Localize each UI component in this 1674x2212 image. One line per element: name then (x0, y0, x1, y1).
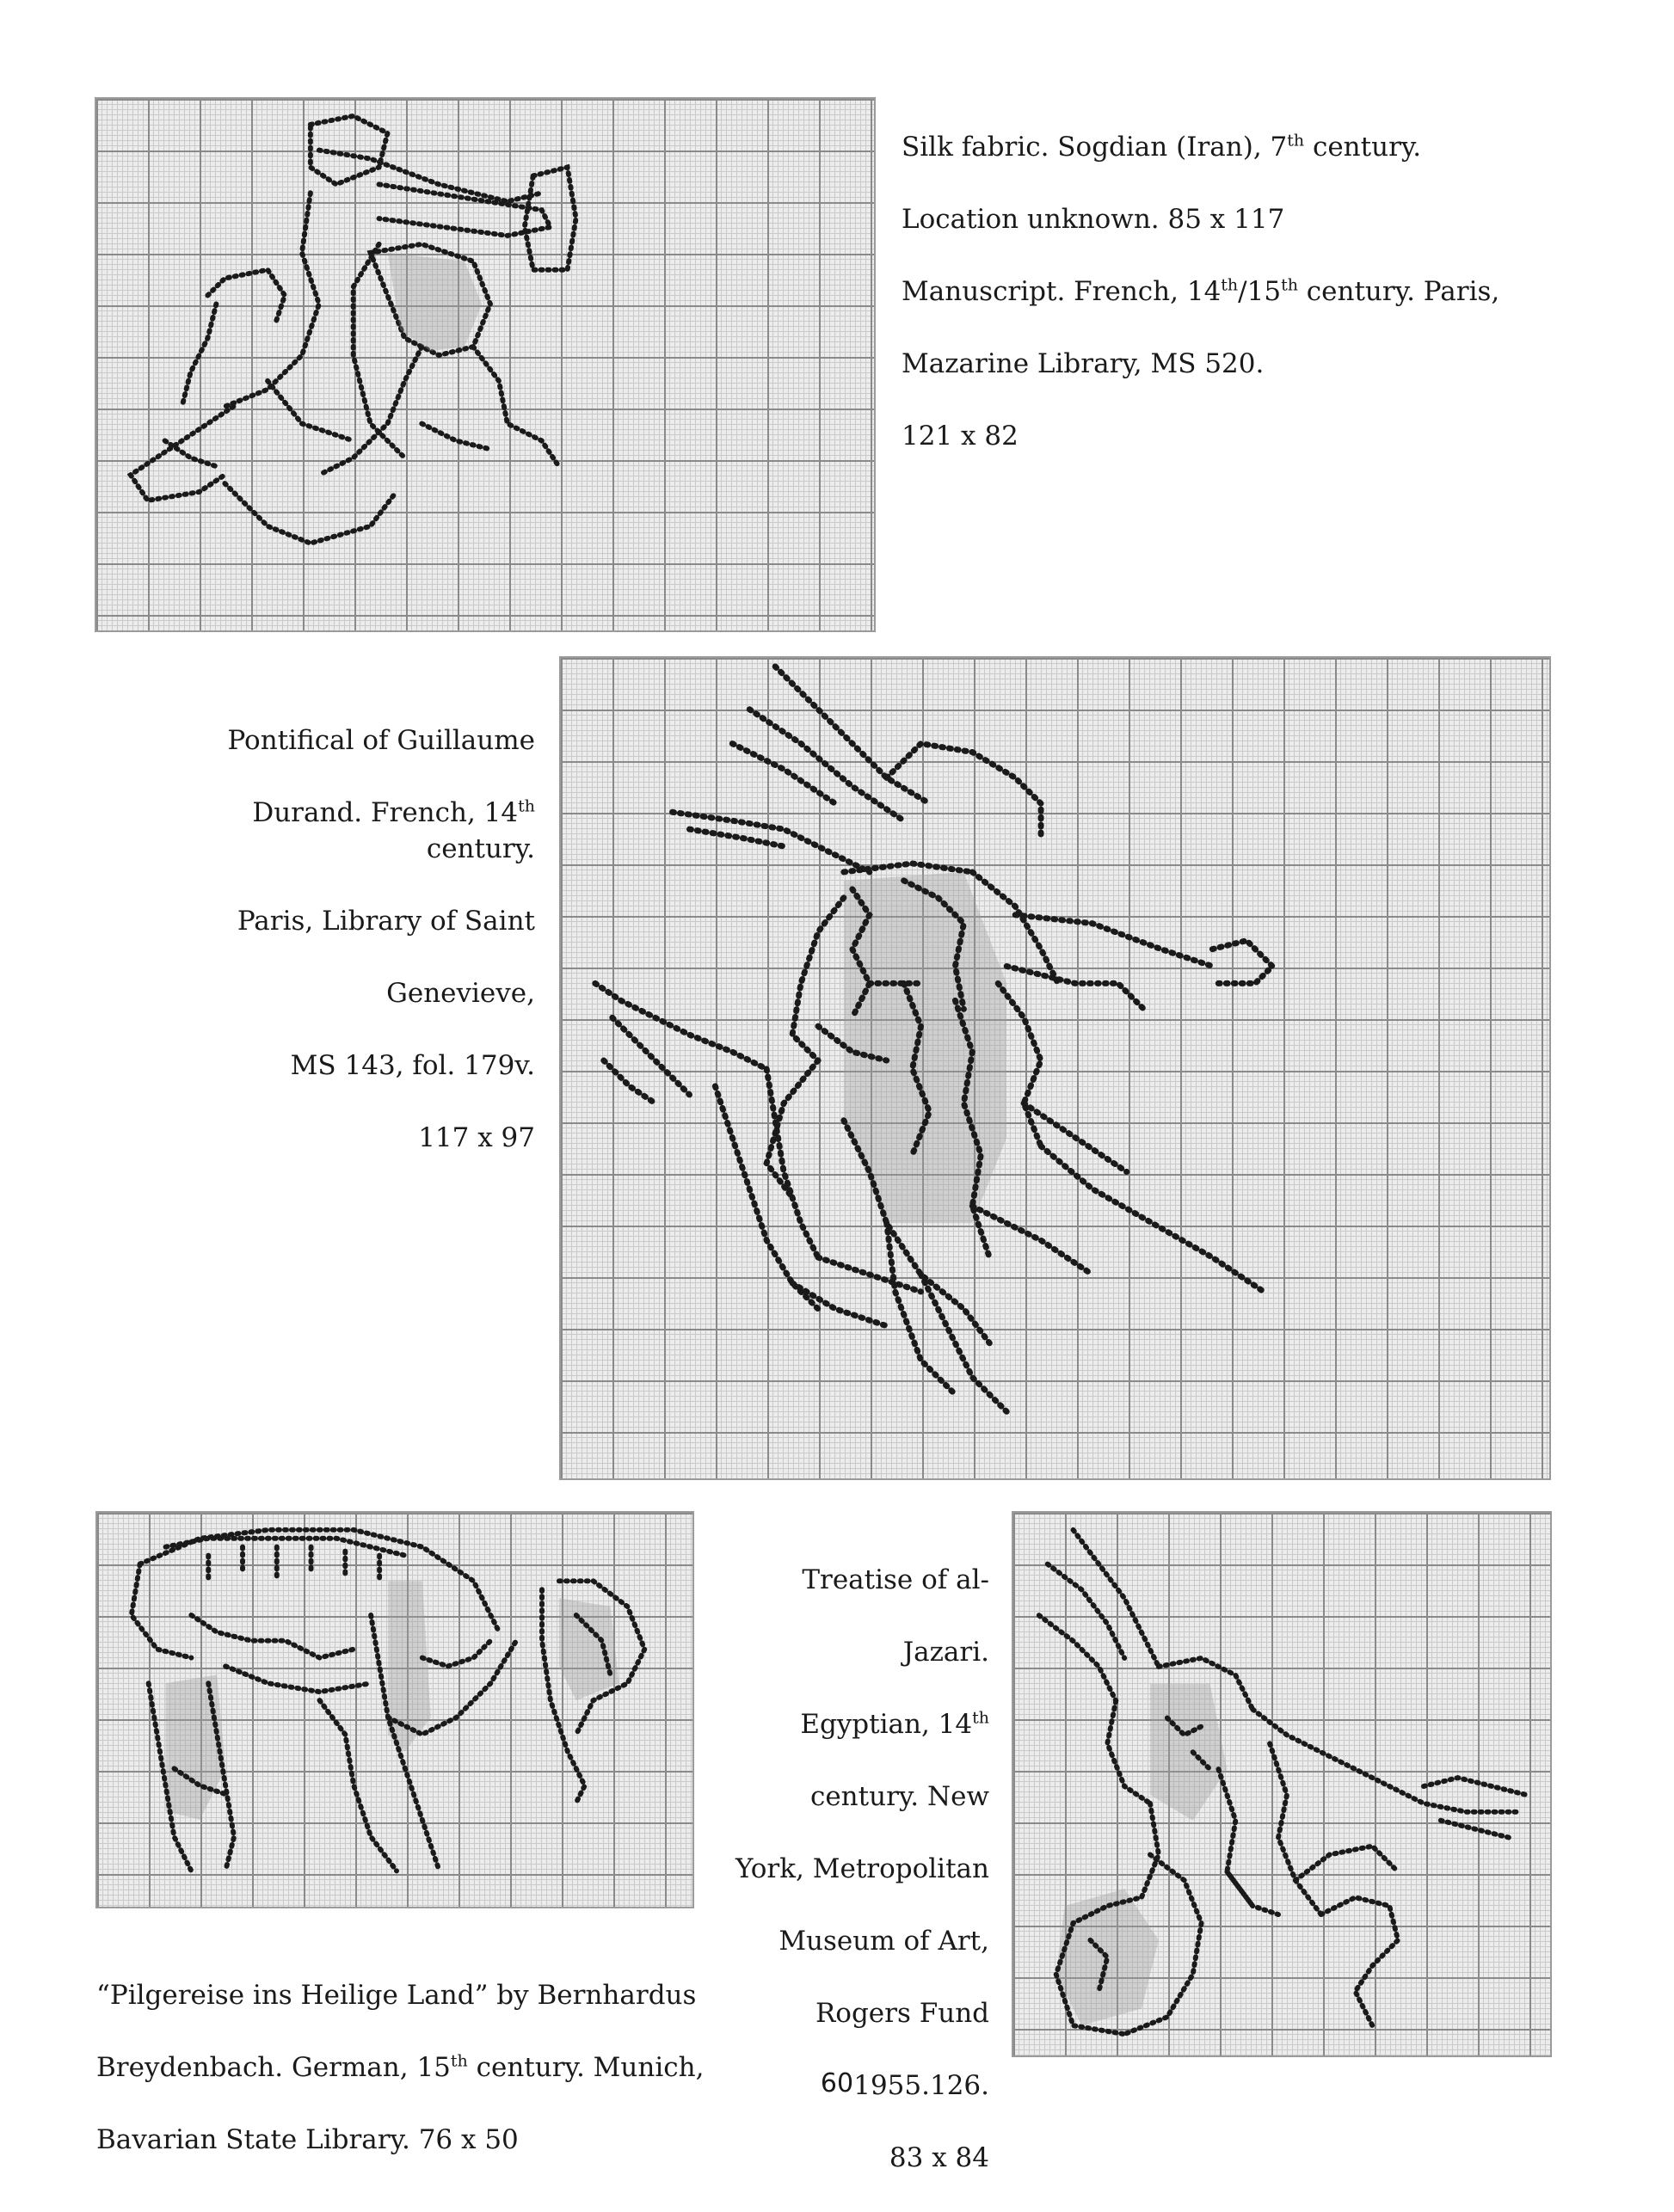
superscript: th (1221, 275, 1239, 295)
caption-line: Mazarine Library, MS 520. (902, 348, 1265, 379)
superscript: th (518, 796, 535, 816)
caption-line: Museum of Art, (779, 1926, 989, 1957)
caption-line (146, 795, 535, 867)
caption-line: Paris, Library of Saint (237, 906, 535, 937)
winged-figure (561, 658, 1549, 1478)
caption-text: Durand. French, 14 (252, 797, 519, 828)
trumpeter-figure (96, 99, 874, 630)
caption-line: 121 x 82 (902, 421, 1019, 452)
caption-line: Rogers Fund (815, 1998, 989, 2029)
superscript: th (1281, 275, 1298, 295)
superscript: th (450, 2051, 468, 2071)
caption-text: Manuscript. French, 14 (902, 276, 1222, 307)
caption-pontifical (146, 686, 535, 1192)
caption-line (902, 129, 1555, 165)
page-number: 60 (820, 2068, 854, 2098)
cross-stitch-chart-pilgereise (95, 1511, 694, 1908)
caption-pilgereise (96, 1941, 785, 2194)
caption-text: century. Munich, (467, 2052, 705, 2083)
caption-text: Egyptian, 14 (800, 1709, 973, 1740)
caption-line (902, 273, 1555, 310)
superscript: th (1287, 131, 1305, 151)
caption-text: century. (1304, 132, 1422, 163)
caption-text: /15 (1238, 276, 1282, 307)
cross-stitch-chart-trumpeter (95, 97, 876, 632)
caption-line (705, 1706, 989, 1742)
jazari-figure (1013, 1513, 1550, 2055)
caption-line: Genevieve, (386, 978, 535, 1009)
caption-line: Pontifical of Guillaume (227, 725, 535, 756)
caption-line: 117 x 97 (418, 1122, 535, 1153)
caption-line: Bavarian State Library. 76 x 50 (96, 2124, 519, 2155)
caption-sogdian (902, 93, 1555, 490)
cross-stitch-chart-winged-figure (559, 656, 1551, 1480)
caption-line: York, Metropolitan (735, 1853, 989, 1884)
caption-line: Location unknown. 85 x 117 (902, 204, 1285, 235)
caption-line: Jazari. (902, 1637, 989, 1668)
caption-text: century. Paris, (1297, 276, 1500, 307)
superscript: th (972, 1708, 989, 1728)
caption-line: 1955.126. (853, 2070, 989, 2101)
caption-text: century. (426, 833, 535, 864)
cross-stitch-chart-jazari (1012, 1511, 1552, 2057)
caption-line: 83 x 84 (889, 2142, 989, 2173)
pilgereise-figure (97, 1513, 692, 1907)
caption-text: Silk fabric. Sogdian (Iran), 7 (902, 132, 1288, 163)
caption-line: century. New (809, 1781, 989, 1812)
caption-text: Breydenbach. German, 15 (96, 2052, 451, 2083)
caption-line: “Pilgereise ins Heilige Land” by Bernhardus (96, 1980, 697, 2011)
caption-line: Treatise of al- (802, 1564, 989, 1595)
caption-line: MS 143, fol. 179v. (290, 1050, 535, 1081)
